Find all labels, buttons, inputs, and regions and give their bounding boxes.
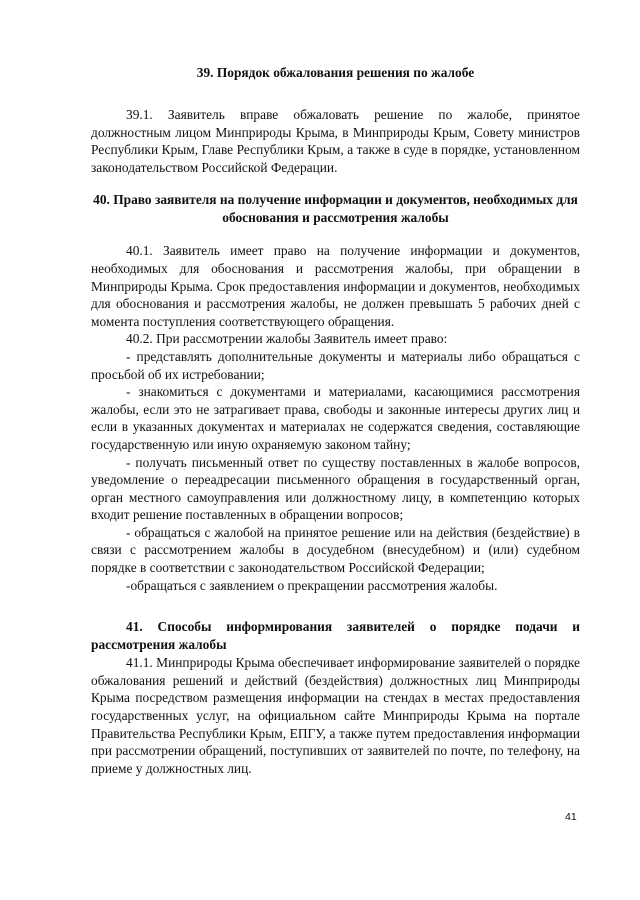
paragraph-40-2: 40.2. При рассмотрении жалобы Заявитель имеет право: — [126, 331, 448, 347]
paragraph-39-1: 39.1. Заявитель вправе обжаловать решение по жалобе, принятое должностным лицом Минприроды Крыма, в Минприроды Крым, Совету министров Республики Крым, Главе Республики Крым, а также в суде в порядке, установленном законодательством Российской Федерации. — [91, 107, 580, 175]
list-item: -обращаться с заявлением о прекращении рассмотрения жалобы. — [126, 577, 498, 593]
list-item: - представлять дополнительные документы и материалы либо обращаться с просьбой об их истребовании; — [91, 348, 580, 382]
list-item: - знакомиться с документами и материалами, касающимися рассмотрения жалобы, если это не затрагивает права, свободы и законные интересы других лиц и если в указанных документах и материалах не содержатся сведения, составляющие государственную или иную охраняемую законом тайну; — [91, 384, 580, 452]
paragraph-40-1: 40.1. Заявитель имеет право на получение информации и документов, необходимых для обоснования и рассмотрения жалобы, при обращении в Минприроды Крыма. Срок предоставления информации и документов, необходимых для обоснования и рассмотрения жалобы, не должен превышать 5 рабочих дней с момента поступления соответствующего обращения. — [91, 243, 580, 329]
section-41-heading: 41. Способы информирования заявителей о порядке подачи и рассмотрения жалобы — [91, 619, 580, 653]
paragraph-41-1: 41.1. Минприроды Крыма обеспечивает информирование заявителей о порядке обжалования решений и действий (бездействия) должностных лиц Минприроды Крыма посредством размещения информации на стендах в местах предоставления государственных услуг, на официальном сайте Минприроды Крыма на портале Правительства Республики Крым, ЕПГУ, а также путем предоставления информации при рассмотрении обращений, поступивших от заявителей по почте, по телефону, на приеме у должностных лиц. — [91, 655, 580, 776]
list-item: - обращаться с жалобой на принятое решение или на действия (бездействие) в связи с рассмотрением жалобы в досудебном (внесудебном) и (или) судебном порядке в соответствии с законодательством Российской Федерации; — [91, 524, 580, 576]
section-39-heading: 39. Порядок обжалования решения по жалобе — [196, 65, 475, 80]
page-number: 41 — [565, 811, 577, 823]
section-40-heading: 40. Право заявителя на получение информации и документов, необходимых для обоснования и рассмотрения жалобы — [93, 192, 578, 226]
document-body — [91, 64, 580, 777]
list-item: - получать письменный ответ по существу поставленных в жалобе вопросов, уведомление о переадресации письменного обращения в государственный орган, орган местного самоуправления или должностному лицу, в компетенцию которых входит решение поставленных в обращении вопросов; — [91, 454, 580, 523]
